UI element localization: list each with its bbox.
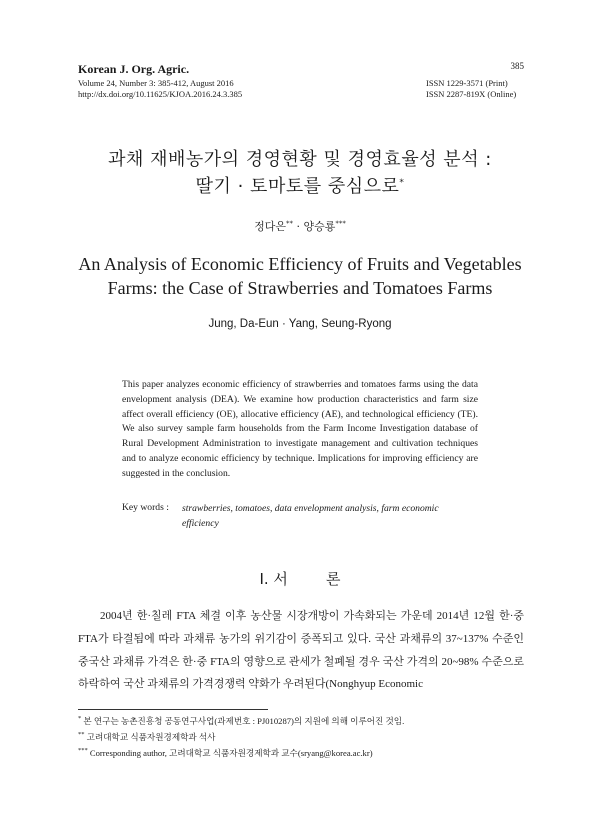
korean-title-text: 딸기 · 토마토를 중심으로 <box>195 176 400 197</box>
footnote-2-mark: ** <box>78 731 85 738</box>
keywords-text: strawberries, tomatoes, data envelopment analysis, farm economic efficiency <box>182 503 439 529</box>
footnote-2-text: 고려대학교 식품자원경제학과 석사 <box>86 731 216 742</box>
footnote-1 <box>78 713 404 727</box>
author1-mark: ** <box>286 219 293 228</box>
journal-name: Korean J. Org. Agric. <box>78 62 190 76</box>
footnote-3-text: Corresponding author, 고려대학교 식품자원경제학과 교수(sryang@korea.ac.kr) <box>89 747 373 758</box>
author1-ko: 정다은 <box>254 220 286 233</box>
english-authors: Jung, Da-Eun · Yang, Seung-Ryong <box>208 318 392 330</box>
korean-authors <box>0 218 600 234</box>
english-title-line1: An Analysis of Economic Efficiency of Fruits and Vegetables <box>78 254 522 274</box>
title-footnote-mark: * <box>399 178 405 188</box>
page-number: 385 <box>510 61 524 71</box>
footnote-3 <box>78 745 373 759</box>
footnote-1-text: 본 연구는 농촌진흥청 공동연구사업(과제번호 : PJ010287)의 지원에 의해 이루어진 것임. <box>83 715 405 726</box>
section-heading: Ⅰ. 서 론 <box>259 570 341 588</box>
footnote-1-mark: * <box>78 715 82 722</box>
doi-link[interactable]: http://dx.doi.org/10.11625/KJOA.2016.24.3.385 <box>78 89 243 99</box>
issn-print: ISSN 1229-3571 (Print) <box>426 78 508 88</box>
author2-mark: *** <box>335 219 346 228</box>
korean-title-line1: 과채 재배농가의 경영현황 및 경영효율성 분석 : <box>108 149 492 170</box>
footnote-divider <box>78 709 268 710</box>
volume-line: Volume 24, Number 3: 385-412, August 2016 <box>78 78 234 88</box>
footnote-2 <box>78 729 215 743</box>
keywords-label: Key words : <box>122 502 169 513</box>
issn-online: ISSN 2287-819X (Online) <box>426 89 517 99</box>
footnote-3-mark: *** <box>78 747 88 754</box>
korean-title-line2 <box>0 172 600 198</box>
author-separator: · <box>293 220 304 233</box>
english-title <box>0 252 600 300</box>
abstract: This paper analyzes economic efficiency of strawberries and tomatoes farms using the data envelopment analysis (DEA). We examine how production characteristics and farm size affect overall efficiency (OE), allocative efficiency (AE), and technological efficiency (TE). We also survey sample farm households from the Farm Income Investigation database of Rural Development Administration to investigate management and cultivation techniques and to analyze economic efficiency by technique. Implications for improving efficiency are suggested in the conclusion. <box>122 379 478 479</box>
author2-ko: 양승룡 <box>303 220 336 233</box>
body-paragraph: 2004년 한·칠레 FTA 체결 이후 농산물 시장개방이 가속화되는 가운데 2014년 12월 한·중 FTA가 타결됨에 따라 과채류 농가의 위기감이 증폭되고 있다. 국산 과채류의 37~137% 수준인 중국산 과채류 가격은 한·중 FTA의 영향으로 관세가 철폐될 경우 국산 가격의 20~98% 수준으로 하락하여 국산 과채류의 가격경쟁력 약화가 우려된다(Nonghyup Economic <box>78 610 524 691</box>
english-title-line2: Farms: the Case of Strawberries and Tomatoes Farms <box>107 278 493 298</box>
